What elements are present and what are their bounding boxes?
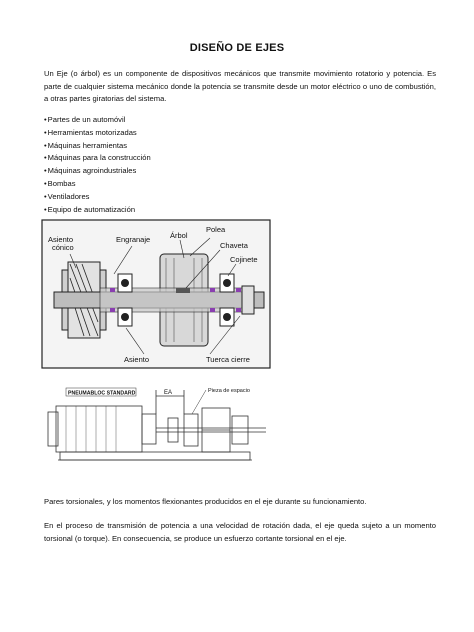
torque-paragraph: En el proceso de transmisión de potencia a una velocidad de rotación dada, el eje queda sujeto a un momento torsional (o torque). En consecuencia, se produce un esfuerzo cortante torsional en el eje.: [44, 521, 436, 543]
list-item: • Máquinas para la construcción: [44, 152, 151, 165]
label-polea: Polea: [206, 225, 226, 234]
label-pieza-espacio: Pieza de espacio: [208, 388, 250, 394]
torsion-paragraph: Pares torsionales, y los momentos flexionantes producidos en el eje durante su funcionamiento.: [44, 497, 367, 506]
list-item: • Herramientas motorizadas: [44, 127, 151, 140]
label-asiento: Asiento: [124, 355, 150, 364]
motor-coupling-figure: [36, 384, 268, 476]
list-item: • Máquinas agroindustriales: [44, 165, 151, 178]
label-ea: EA: [164, 390, 173, 396]
label-chaveta: Chaveta: [220, 241, 248, 250]
applications-list: [44, 114, 151, 216]
label-tuerca-cierre: Tuerca cierre: [206, 355, 250, 364]
list-item: • Partes de un automóvil: [44, 114, 151, 127]
label-cojinete: Cojinete: [230, 255, 258, 264]
shaft-assembly-figure: [40, 218, 272, 370]
intro-paragraph: Un Eje (o árbol) es un componente de dispositivos mecánicos que transmite movimiento rotatorio y potencia. Es parte de cualquier sistema mecánico donde la potencia se transmite desde un motor eléctrico o uno de combustión, a otras partes giratorias del sistema.: [44, 69, 436, 104]
page-title: DISEÑO DE EJES: [189, 42, 285, 54]
label-pneumabloc: PNEUMABLOC STANDARD: [68, 390, 136, 397]
label-engranaje: Engranaje: [116, 235, 151, 244]
label-arbol: Árbol: [170, 231, 188, 240]
label-asiento-conico: Asiento: [48, 235, 74, 244]
list-item: • Máquinas herramientas: [44, 140, 151, 153]
list-item: • Bombas: [44, 178, 151, 191]
list-item: • Ventiladores: [44, 191, 151, 204]
list-item: • Equipo de automatización: [44, 204, 151, 217]
label-asiento-conico-2: cónico: [52, 243, 74, 252]
